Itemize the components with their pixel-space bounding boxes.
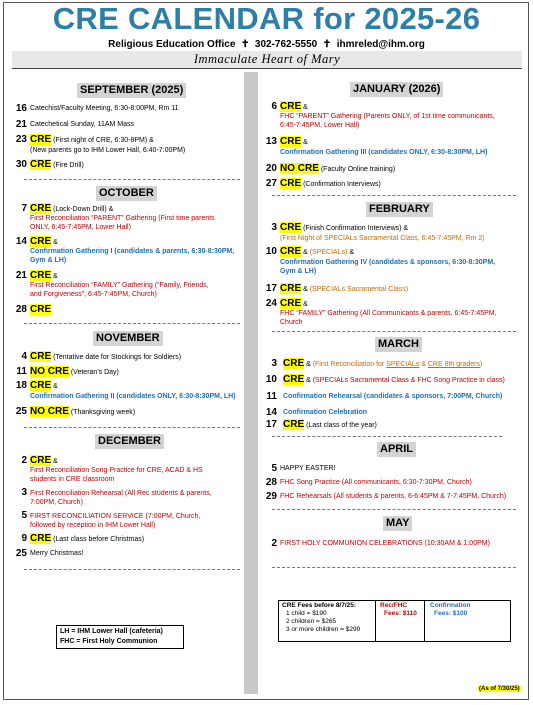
cre-badge: CRE: [280, 298, 302, 309]
entry-line: [30, 203, 113, 214]
entry-day: 2: [271, 538, 277, 549]
entry-text: HAPPY EASTER!: [280, 465, 336, 472]
calendar-entry: [262, 178, 520, 189]
entry-day: 4: [21, 351, 27, 362]
entry-day: 27: [265, 178, 277, 189]
entry-line: [280, 298, 308, 309]
entry-line: [280, 136, 308, 147]
cre-badge: CRE: [280, 246, 302, 257]
entry-day: 10: [265, 374, 277, 385]
fees-divider: [375, 601, 376, 641]
entry-day: 28: [15, 304, 27, 315]
month-heading: MAY: [383, 516, 412, 531]
calendar-entry: [14, 304, 240, 315]
calendar-entry: [14, 510, 240, 530]
entry-day: 9: [21, 533, 27, 544]
entry-day: 20: [265, 163, 277, 174]
no-cre-badge: NO CRE: [280, 163, 319, 174]
entry-day: 21: [15, 270, 27, 281]
calendar-entry: [14, 366, 240, 377]
entry-line: [30, 455, 58, 466]
month-heading: NOVEMBER: [93, 331, 163, 346]
calendar-entry: [14, 103, 240, 114]
entry-day: 17: [265, 283, 277, 294]
contact-line: [0, 39, 533, 50]
calendar-entry: [14, 406, 240, 417]
calendar-entry: [14, 533, 240, 544]
entry-line: [283, 374, 505, 385]
calendar-entry: [262, 283, 520, 294]
entry-text: FHC “PARENT” Gathering (Parents ONLY, of 1st time communicants,: [280, 113, 495, 120]
cross-icon: ✝: [322, 39, 332, 50]
entry-text: First Reconciliation Rehearsal (All Rec students & parents,: [30, 490, 212, 497]
entry-text: (Faculty Online training): [318, 166, 396, 173]
entry-day: 3: [271, 358, 277, 369]
section-divider: [24, 323, 240, 324]
section-divider: [272, 436, 502, 437]
calendar-entry: [14, 351, 240, 362]
month-heading: DECEMBER: [95, 434, 164, 449]
entry-text: (Finish Confirmation Interviews) &: [301, 225, 409, 232]
cre-badge: CRE: [283, 358, 305, 369]
cre-badge: CRE: [30, 351, 52, 362]
entry-text: FHC Rehearsals (All students & parents, 6-6:45PM & 7-7:45PM, Church): [280, 493, 507, 500]
calendar-entry: [262, 419, 520, 430]
cre-fee-line: 3 or more children = $290: [286, 626, 361, 633]
entry-line: [30, 270, 58, 281]
entry-text: Catechist/Faculty Meeting, 6:30-8:00PM, Rm 11: [30, 105, 179, 112]
calendar-entry: [262, 222, 520, 244]
entry-text: Confirmation Gathering I (candidates & parents, 6:30-8:30PM,: [30, 248, 235, 255]
entry-day: 10: [265, 246, 277, 257]
entry-day: 5: [271, 463, 277, 474]
cre-badge: CRE: [280, 136, 302, 147]
entry-text: &: [301, 286, 310, 293]
section-divider: [272, 331, 516, 332]
entry-text: (Fire Drill): [51, 162, 84, 169]
section-divider: [272, 567, 516, 568]
entry-text: Confirmation Rehearsal (candidates & sponsors, 7:00PM, Church): [283, 393, 503, 400]
entry-text: and Forgiveness”, 6:45-7:45PM, Church): [30, 291, 157, 298]
rec-fhc-fees: [380, 602, 417, 618]
entry-day: 3: [271, 222, 277, 233]
calendar-entry: [14, 548, 240, 559]
entry-text: (New parents go to IHM Lower Hall, 6:40-7:00PM): [30, 147, 186, 154]
entry-text: (First Reconciliation for: [312, 361, 387, 368]
rec-fee-line: Fees: $110: [384, 610, 417, 617]
entry-line: [30, 351, 181, 362]
calendar-entry: [262, 374, 520, 385]
no-cre-badge: NO CRE: [30, 366, 69, 377]
calendar-entry: [262, 538, 520, 549]
entry-text: &: [304, 361, 313, 368]
calendar-entry: [14, 487, 240, 507]
entry-day: 5: [21, 510, 27, 521]
month-heading: SEPTEMBER (2025): [77, 83, 186, 98]
entry-text: FIRST RECONCILIATION SERVICE (7:00PM, Church,: [30, 513, 201, 520]
conf-fees-title: Confirmation: [430, 602, 471, 609]
page-title: CRE CALENDAR for 2025-26: [52, 1, 481, 36]
entry-line: [30, 380, 58, 391]
section-divider: [24, 569, 240, 570]
entry-text: (First night of CRE, 6:30-8PM) &: [51, 137, 154, 144]
entry-day: 28: [265, 477, 277, 488]
cre-fee-line: 1 child = $190: [286, 610, 327, 617]
parish-name: Immaculate Heart of Mary: [12, 51, 522, 69]
confirmation-fees: [430, 602, 470, 618]
calendar-entry: [14, 236, 240, 266]
legend-line: LH = IHM Lower Hall (cafeteria): [60, 628, 163, 635]
entry-day: 13: [265, 136, 277, 147]
entry-text: &: [304, 377, 313, 384]
legend-line: FHC = First Holy Communion: [60, 638, 158, 645]
entry-text: FIRST HOLY COMMUNION CELEBRATIONS (10:30AM & 1:00PM): [280, 540, 490, 547]
calendar-entry: [262, 463, 520, 474]
month-heading: OCTOBER: [96, 186, 157, 201]
office-label: Religious Education Office: [108, 39, 236, 50]
entry-day: 6: [271, 101, 277, 112]
cre-badge: CRE: [280, 222, 302, 233]
entry-text: &: [347, 249, 355, 256]
entry-text: (Lock-Down Drill) &: [51, 206, 114, 213]
entry-line: [30, 134, 154, 145]
entry-text: (Tentative date for Stockings for Soldiers): [51, 354, 182, 361]
calendar-entry: [14, 159, 240, 170]
cre-badge: CRE: [283, 419, 305, 430]
calendar-entry: [262, 136, 520, 158]
cre-badge: CRE: [283, 374, 305, 385]
calendar-entry: [14, 270, 240, 300]
entry-text: (Last class of the year): [304, 422, 377, 429]
entry-text: &: [51, 273, 58, 280]
entry-day: 14: [15, 236, 27, 247]
entry-day: 21: [15, 119, 27, 130]
entry-line: [280, 178, 381, 189]
entry-text: Merry Christmas!: [30, 550, 84, 557]
phone-number: 302-762-5550: [254, 39, 318, 50]
entry-line: [30, 366, 119, 377]
calendar-entry: [262, 391, 520, 402]
calendar-entry: [262, 163, 520, 174]
entry-text: First Reconciliation “PARENT” Gathering (First time parents: [30, 215, 215, 222]
cre-badge: CRE: [30, 304, 52, 315]
month-heading: MARCH: [375, 337, 422, 352]
calendar-entry: [262, 407, 520, 418]
entry-text: First Reconciliation “FAMILY” Gathering (“Family, Friends,: [30, 282, 209, 289]
cre-badge: CRE: [30, 533, 52, 544]
entry-line: [30, 236, 58, 247]
entry-line: [283, 419, 377, 430]
cre-fees: [282, 602, 374, 634]
cre-badge: CRE: [30, 270, 52, 281]
entry-day: 30: [15, 159, 27, 170]
cre-badge: CRE: [280, 283, 302, 294]
entry-day: 3: [21, 487, 27, 498]
entry-text: (SPECIALs): [309, 249, 348, 256]
entry-day: 14: [265, 407, 277, 418]
entry-text: &: [301, 301, 308, 308]
entry-line: [280, 246, 354, 257]
entry-text: &: [301, 104, 308, 111]
cre-badge: CRE: [30, 236, 52, 247]
entry-text: ONLY, 6:45-7:45PM, Lower Hall): [30, 224, 131, 231]
cre-badge: CRE: [30, 455, 52, 466]
entry-text: students in CRE classroom: [30, 476, 115, 483]
as-of-date: (As of 7/30/25): [479, 686, 520, 692]
entry-text: 6:45-7:45PM, Lower Hall): [280, 122, 360, 129]
entry-text: FHC “FAMILY” Gathering (All Communicants & parents, 6:45-7:45PM,: [280, 310, 497, 317]
fees-box: [278, 600, 511, 642]
entry-day: 18: [15, 380, 27, 391]
entry-day: 29: [265, 491, 277, 502]
abbreviation-legend: [56, 625, 184, 649]
entry-text: Gym & LH): [280, 268, 317, 275]
entry-day: 25: [15, 548, 27, 559]
entry-line: [283, 358, 482, 369]
cre-badge: CRE: [30, 159, 52, 170]
entry-day: 11: [16, 366, 27, 377]
entry-text: &: [51, 458, 58, 465]
entry-text: &: [419, 361, 428, 368]
section-divider: [24, 179, 240, 180]
entry-text: Confirmation Celebration: [283, 409, 368, 416]
calendar-entry: [14, 134, 240, 156]
section-divider: [272, 195, 516, 196]
entry-line: [30, 533, 144, 544]
entry-text: (Last class before Christmas): [51, 536, 145, 543]
cre-badge: CRE: [30, 134, 52, 145]
entry-text: Church: [280, 319, 303, 326]
cross-icon: ✝: [240, 39, 250, 50]
entry-day: 23: [15, 134, 27, 145]
entry-line: [280, 283, 408, 294]
cre-badge: CRE: [280, 178, 302, 189]
calendar-entry: [262, 491, 520, 502]
entry-text: &: [51, 239, 58, 246]
entry-text: &: [301, 139, 308, 146]
entry-day: 25: [15, 406, 27, 417]
email-address[interactable]: ihmreled@ihm.org: [336, 39, 425, 50]
calendar-entry: [262, 358, 520, 369]
entry-text: (Thanksgiving week): [68, 409, 136, 416]
calendar-entry: [262, 298, 520, 331]
entry-day: 7: [21, 203, 27, 214]
no-cre-badge: NO CRE: [30, 406, 69, 417]
section-divider: [272, 509, 516, 510]
entry-text: (Veteran's Day): [68, 369, 119, 376]
rec-fees-title: Rec/FHC: [380, 602, 408, 609]
month-heading: JANUARY (2026): [350, 82, 443, 97]
section-divider: [24, 427, 240, 428]
entry-text: CRE 8th graders: [427, 361, 480, 368]
entry-text: SPECIALs: [386, 361, 420, 368]
calendar-entry: [14, 380, 240, 402]
calendar-entry: [14, 119, 240, 130]
entry-text: (First Night of SPECIALs Sacramental Class, 6:45-7:45PM, Rm 2): [280, 235, 485, 242]
month-heading: FEBRUARY: [366, 202, 433, 217]
entry-text: FHC Song Practice (All communicants, 6:30-7:30PM, Church): [280, 479, 472, 486]
entry-text: Catechetical Sunday, 11AM Mass: [30, 121, 135, 128]
entry-day: 2: [21, 455, 27, 466]
entry-text: followed by reception in IHM Lower Hall): [30, 522, 156, 529]
calendar-entry: [262, 101, 520, 134]
entry-text: &: [51, 383, 58, 390]
cre-badge: CRE: [30, 203, 52, 214]
cre-badge: CRE: [280, 101, 302, 112]
month-heading: APRIL: [377, 442, 416, 457]
cre-fee-line: 2 children = $265: [286, 618, 337, 625]
entry-text: Gym & LH): [30, 257, 67, 264]
entry-line: [30, 406, 135, 417]
entry-text: Confirmation Gathering IV (candidates & sponsors, 6:30-8:30PM,: [280, 259, 496, 266]
entry-text: 7:00PM, Church): [30, 499, 83, 506]
entry-day: 11: [266, 391, 277, 402]
entry-line: [30, 304, 51, 315]
entry-text: Confirmation Gathering II (candidates ONLY, 6:30-8:30PM, LH): [30, 393, 236, 400]
calendar-entry: [14, 203, 240, 233]
entry-day: 24: [265, 298, 277, 309]
entry-text: (Confirmation Interviews): [301, 181, 381, 188]
entry-text: (SPECIALs Sacramental Class & FHC Song Practice in class): [312, 377, 505, 384]
entry-line: [280, 222, 408, 233]
entry-text: (SPECIALs Sacramental Class): [309, 286, 409, 293]
cre-fees-title: CRE Fees before 8/7/25:: [282, 602, 357, 609]
calendar-entry: [14, 455, 240, 485]
column-divider: [244, 72, 258, 694]
entry-line: [280, 101, 308, 112]
entry-text: &: [301, 249, 310, 256]
cre-badge: CRE: [30, 380, 52, 391]
entry-text: ): [480, 361, 483, 368]
entry-line: [30, 159, 84, 170]
calendar-entry: [262, 477, 520, 488]
entry-day: 16: [15, 103, 27, 114]
calendar-entry: [262, 246, 520, 279]
fees-divider: [424, 601, 425, 641]
entry-day: 17: [265, 419, 277, 430]
entry-text: Confirmation Gathering III (candidates ONLY, 6:30-8:30PM, LH): [280, 149, 488, 156]
entry-line: [280, 163, 395, 174]
conf-fee-line: Fees: $100: [434, 610, 468, 617]
entry-text: First Reconciliation Song Practice for CRE, ACAD & HS: [30, 467, 203, 474]
